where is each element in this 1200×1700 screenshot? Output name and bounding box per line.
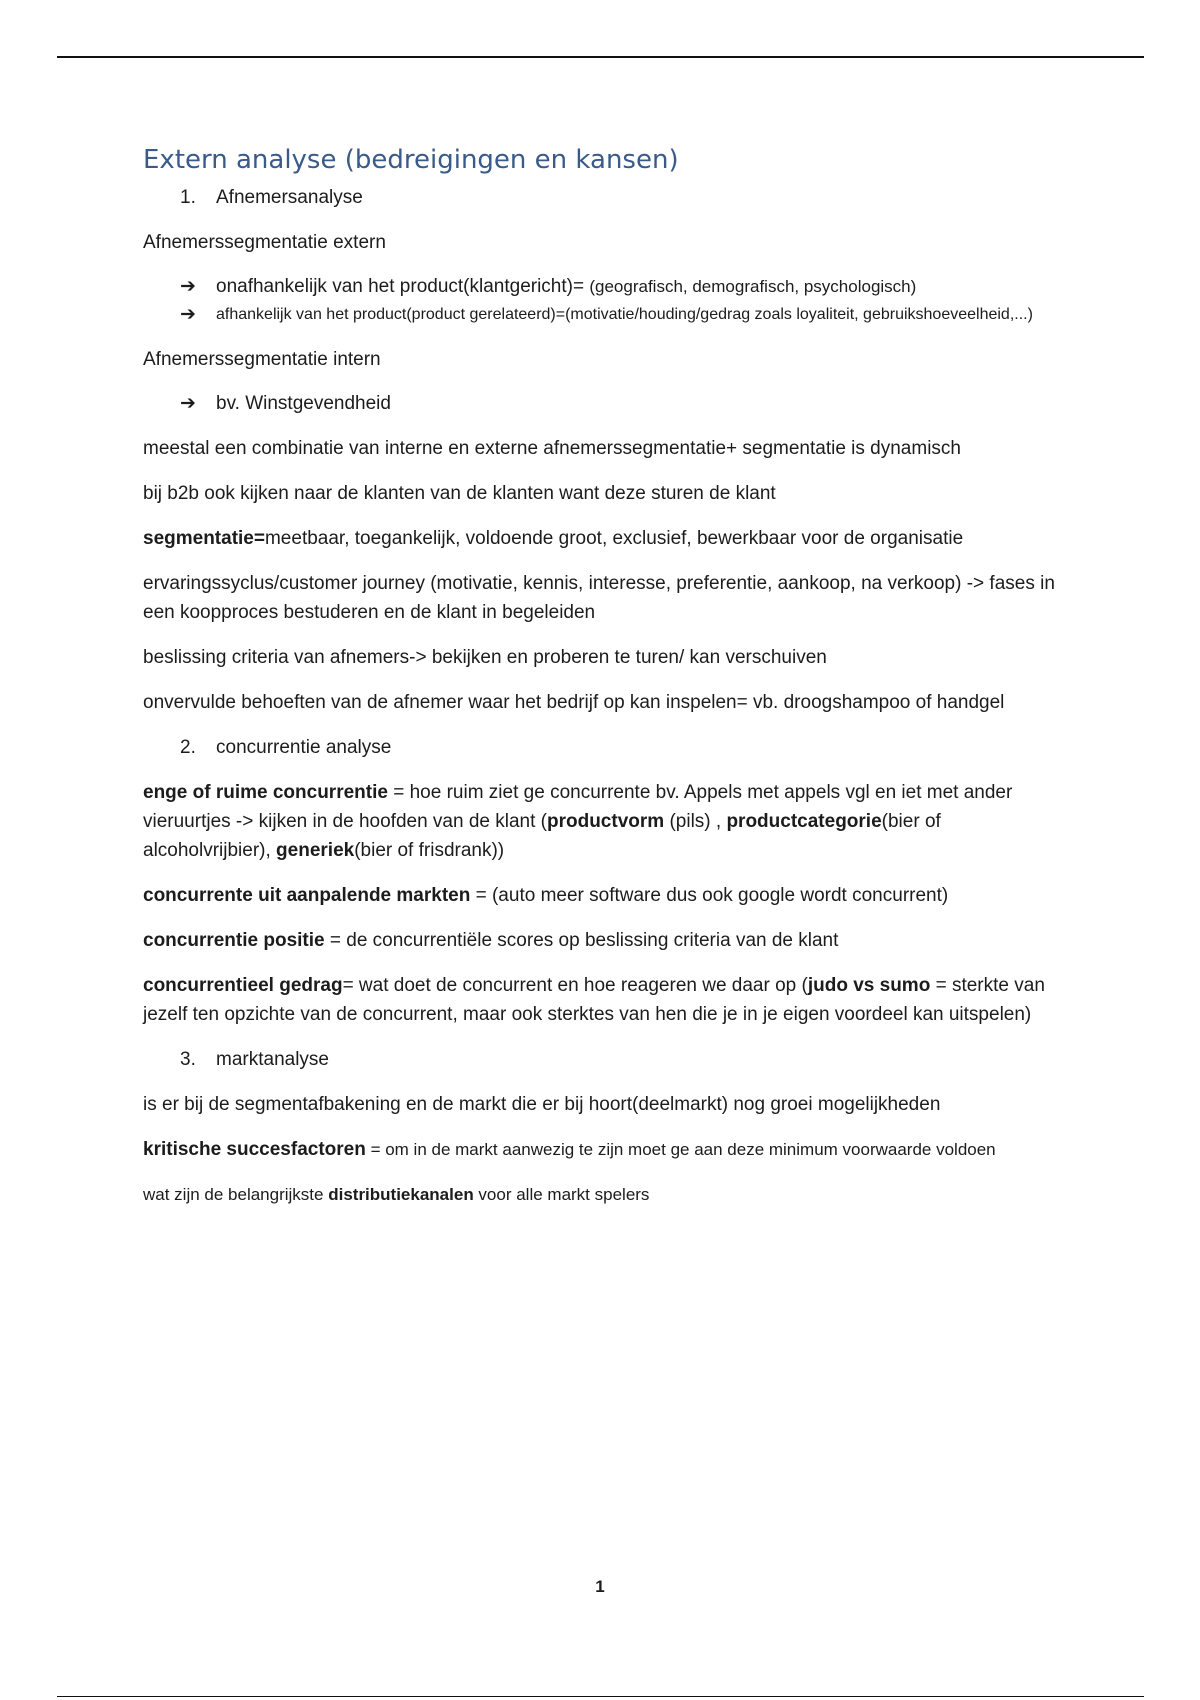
- paragraph-behoeften: onvervulde behoeften van de afnemer waar het bedrijf op kan inspelen= vb. droogshampoo of handgel: [143, 692, 1005, 713]
- term: concurrente uit aanpalende markten: [143, 885, 471, 906]
- term: productcategorie: [726, 811, 882, 832]
- definition: meetbaar, toegankelijk, voldoende groot, exclusief, bewerkbaar voor de organisatie: [264, 528, 964, 549]
- paragraph-groei: is er bij de segmentafbakening en de markt die er bij hoort(deelmarkt) nog groei mogelijkheden: [143, 1094, 941, 1115]
- section-heading-3: [180, 1045, 1063, 1074]
- definition: = (auto meer software dus ook google wordt concurrent): [470, 885, 949, 906]
- term: concurrentieel gedrag: [143, 975, 343, 996]
- section-title: marktanalyse: [216, 1049, 329, 1070]
- list-item-text: afhankelijk van het product(product gerelateerd)=(motivatie/houding/gedrag zoals loyaliteit, gebruikshoeveelheid,...): [216, 306, 1033, 323]
- extern-list: [180, 273, 1063, 329]
- list-item-text: bv. Winstgevendheid: [216, 393, 391, 414]
- intern-label: Afnemerssegmentatie intern: [143, 349, 381, 370]
- section-number: 2.: [180, 737, 196, 758]
- header-rule: [57, 56, 1144, 58]
- intern-list: [180, 390, 1063, 418]
- definition: = de concurrentiële scores op beslissing criteria van de klant: [324, 930, 839, 951]
- page-number: 1: [595, 1577, 605, 1596]
- section-number: 3.: [180, 1049, 196, 1070]
- paragraph-segmentatie: [143, 524, 1063, 553]
- paragraph-concurrentieel-gedrag: [143, 971, 1063, 1029]
- term: productvorm: [546, 811, 665, 832]
- list-item: [180, 390, 1063, 418]
- text: = sterkte van jezelf ten opzichte van de concurrent, maar ook sterktes van hen die je in je eigen voordeel kan uitspelen): [143, 975, 1045, 1025]
- text: (bier of frisdrank)): [354, 840, 505, 861]
- text: wat zijn de belangrijkste: [143, 1185, 329, 1204]
- definition: = om in de markt aanwezig te zijn moet ge aan deze minimum voorwaarde voldoen: [365, 1140, 996, 1159]
- text: = hoe ruim ziet ge concurrente bv. Appels met appels vgl en iet met ander vieruurtjes -> kijken in de hoofden van de klant (: [143, 782, 1013, 832]
- paragraph-concurrentie-positie: [143, 926, 1063, 955]
- term: generiek: [276, 840, 355, 861]
- extern-label: Afnemerssegmentatie extern: [143, 232, 386, 253]
- page-heading: Extern analyse (bedreigingen en kansen): [143, 145, 679, 175]
- term: segmentatie=: [143, 528, 265, 549]
- text: = wat doet de concurrent en hoe reageren we daar op (: [342, 975, 808, 996]
- text: (pils) ,: [664, 811, 727, 832]
- section-heading-2: [180, 733, 1063, 762]
- list-item-text: onafhankelijk van het product(klantgericht)=: [216, 276, 590, 297]
- paragraph-criteria: beslissing criteria van afnemers-> bekijken en proberen te turen/ kan verschuiven: [143, 647, 827, 668]
- list-item: [180, 273, 1063, 301]
- text: (bier of alcoholvrijbier),: [143, 811, 941, 861]
- paragraph-combinatie: meestal een combinatie van interne en externe afnemerssegmentatie+ segmentatie is dynamisch: [143, 438, 961, 459]
- paragraph-aanpalende-markten: [143, 881, 1063, 910]
- term: distributiekanalen: [328, 1185, 474, 1204]
- arrow-icon: ➔: [180, 276, 196, 297]
- list-item-detail: (geografisch, demografisch, psychologisch): [589, 277, 917, 296]
- term: enge of ruime concurrentie: [143, 782, 388, 803]
- term: judo vs sumo: [807, 975, 931, 996]
- term: concurrentie positie: [143, 930, 325, 951]
- paragraph-b2b: bij b2b ook kijken naar de klanten van de klanten want deze sturen de klant: [143, 483, 776, 504]
- arrow-icon: ➔: [180, 304, 196, 325]
- section-title: concurrentie analyse: [216, 737, 392, 758]
- term: kritische succesfactoren: [143, 1139, 366, 1160]
- paragraph-ksf: [143, 1135, 1063, 1164]
- section-heading-1: [180, 183, 1063, 212]
- text: voor alle markt spelers: [473, 1185, 650, 1204]
- paragraph-distributie: [143, 1180, 1063, 1209]
- footer-rule: [57, 1696, 1144, 1697]
- section-number: 1.: [180, 187, 196, 208]
- section-title: Afnemersanalyse: [216, 187, 363, 208]
- paragraph-customer-journey: ervaringssyclus/customer journey (motivatie, kennis, interesse, preferentie, aankoop, na verkoop) -> fases in een koopproces bestuderen en de klant in begeleiden: [143, 573, 1055, 623]
- document-body: [143, 140, 1063, 1225]
- arrow-icon: ➔: [180, 393, 196, 414]
- list-item: [180, 301, 1063, 329]
- paragraph-enge-concurrentie: [143, 778, 1063, 865]
